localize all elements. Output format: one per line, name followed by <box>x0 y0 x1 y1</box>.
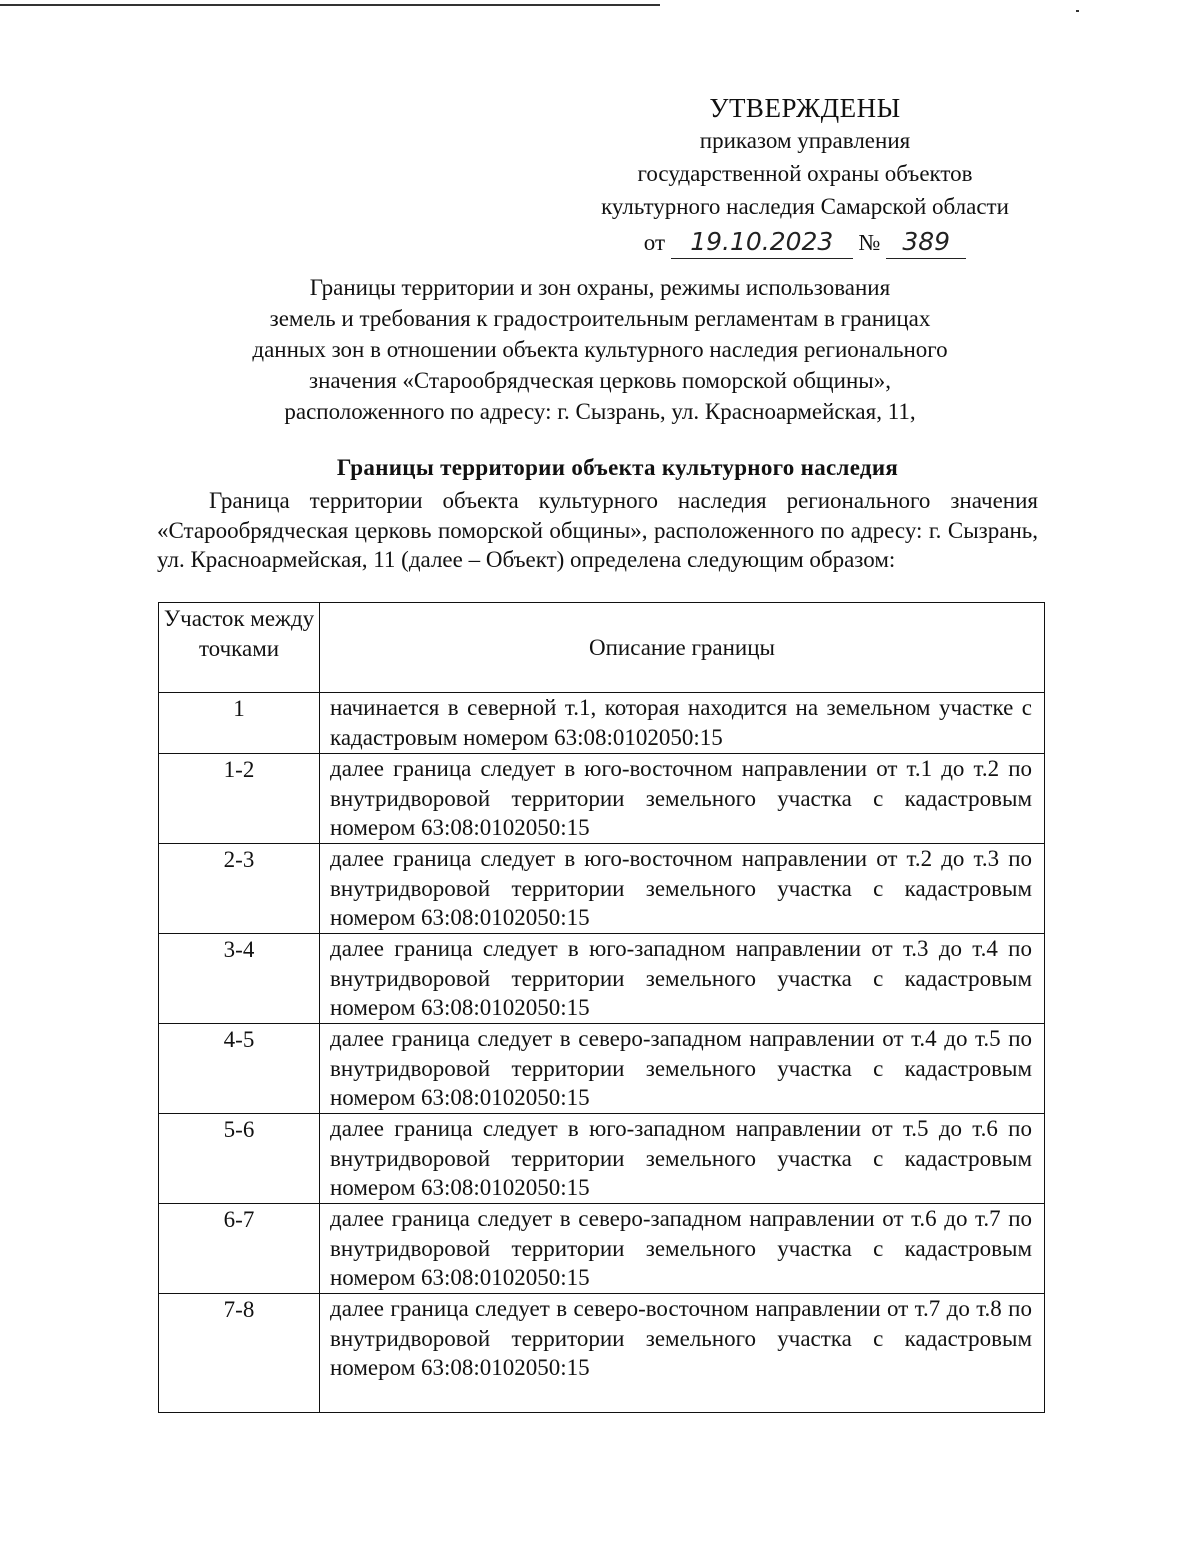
boundary-table <box>158 602 1045 1413</box>
segment-cell: 4-5 <box>159 1024 320 1114</box>
approval-heading: УТВЕРЖДЕНЫ <box>709 93 901 123</box>
approval-date-line <box>560 225 1050 259</box>
title-line: расположенного по адресу: г. Сызрань, ул. Красноармейская, 11, <box>284 399 916 424</box>
table-row <box>159 1204 1045 1294</box>
description-cell: далее граница следует в юго-восточном направлении от т.1 до т.2 по внутридворовой территории земельного участка с кадастровым номером 63:08:0102050:15 <box>320 754 1045 844</box>
handwritten-date: 19.10.2023 <box>671 225 853 259</box>
intro-paragraph: Граница территории объекта культурного наследия регионального значения «Старообрядческая церковь поморской общины», расположенного по адресу: г. Сызрань, ул. Красноармейская, 11 (далее – Объект) определена следующим образом: <box>157 488 1038 572</box>
segment-cell: 1 <box>159 693 320 754</box>
title-line: данных зон в отношении объекта культурного наследия регионального <box>252 337 948 362</box>
scan-speck <box>1076 10 1079 12</box>
approval-line-1: приказом управления <box>699 128 911 153</box>
table-row <box>159 1024 1045 1114</box>
title-line: Границы территории и зон охраны, режимы использования <box>309 275 891 300</box>
table-row <box>159 844 1045 934</box>
document-title <box>150 272 1050 427</box>
handwritten-number: 389 <box>886 225 966 259</box>
header-description: Описание границы <box>320 603 1045 693</box>
table-row <box>159 754 1045 844</box>
description-cell: далее граница следует в северо-западном направлении от т.6 до т.7 по внутридворовой территории земельного участка с кадастровым номером 63:08:0102050:15 <box>320 1204 1045 1294</box>
description-cell: далее граница следует в северо-восточном направлении от т.7 до т.8 по внутридворовой территории земельного участка с кадастровым номером 63:08:0102050:15 <box>320 1294 1045 1413</box>
section-title: Границы территории объекта культурного наследия <box>336 455 899 480</box>
scan-edge-line <box>0 4 660 6</box>
header-segment: Участок между точками <box>159 603 320 693</box>
description-cell: начинается в северной т.1, которая находится на земельном участке с кадастровым номером 63:08:0102050:15 <box>320 693 1045 754</box>
date-prefix: от <box>643 230 666 255</box>
approval-block <box>560 92 1050 259</box>
segment-cell: 5-6 <box>159 1114 320 1204</box>
table-header-row <box>159 603 1045 693</box>
description-cell: далее граница следует в юго-западном направлении от т.3 до т.4 по внутридворовой территории земельного участка с кадастровым номером 63:08:0102050:15 <box>320 934 1045 1024</box>
table-row <box>159 1294 1045 1413</box>
approval-line-3: культурного наследия Самарской области <box>601 194 1009 219</box>
segment-cell: 7-8 <box>159 1294 320 1413</box>
table-row <box>159 934 1045 1024</box>
table-row <box>159 693 1045 754</box>
title-line: значения «Старообрядческая церковь поморской общины», <box>309 368 891 393</box>
title-line: земель и требования к градостроительным регламентам в границах <box>269 306 931 331</box>
description-cell: далее граница следует в северо-западном направлении от т.4 до т.5 по внутридворовой территории земельного участка с кадастровым номером 63:08:0102050:15 <box>320 1024 1045 1114</box>
segment-cell: 3-4 <box>159 934 320 1024</box>
segment-cell: 6-7 <box>159 1204 320 1294</box>
approval-line-2: государственной охраны объектов <box>637 161 973 186</box>
number-prefix: № <box>858 230 881 255</box>
table-row <box>159 1114 1045 1204</box>
description-cell: далее граница следует в юго-западном направлении от т.5 до т.6 по внутридворовой территории земельного участка с кадастровым номером 63:08:0102050:15 <box>320 1114 1045 1204</box>
description-cell: далее граница следует в юго-восточном направлении от т.2 до т.3 по внутридворовой территории земельного участка с кадастровым номером 63:08:0102050:15 <box>320 844 1045 934</box>
segment-cell: 2-3 <box>159 844 320 934</box>
segment-cell: 1-2 <box>159 754 320 844</box>
